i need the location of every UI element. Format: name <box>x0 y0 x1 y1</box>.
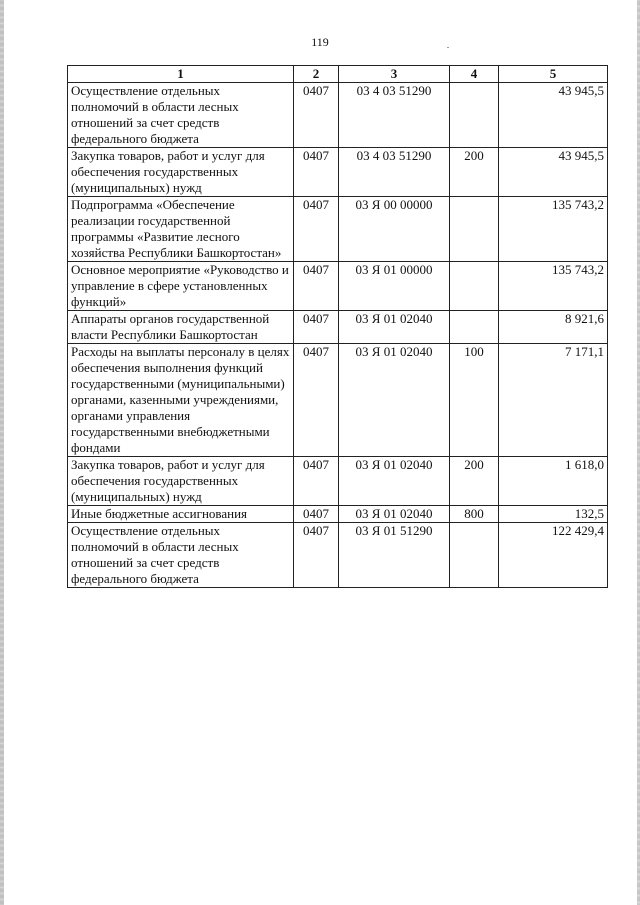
row-name: Закупка товаров, работ и услуг для обеспечения государственных (муниципальных) нужд <box>68 148 294 197</box>
row-type <box>450 523 499 588</box>
row-section: 0407 <box>294 506 339 523</box>
row-code: 03 Я 01 02040 <box>339 457 450 506</box>
table-row <box>68 197 608 262</box>
row-section: 0407 <box>294 197 339 262</box>
row-code: 03 Я 01 00000 <box>339 262 450 311</box>
header-col-5: 5 <box>499 66 608 83</box>
table-row <box>68 344 608 457</box>
row-amount: 8 921,6 <box>499 311 608 344</box>
row-type: 200 <box>450 457 499 506</box>
row-amount: 135 743,2 <box>499 262 608 311</box>
row-code: 03 Я 01 51290 <box>339 523 450 588</box>
row-section: 0407 <box>294 83 339 148</box>
row-name: Основное мероприятие «Руководство и управление в сфере установленных функций» <box>68 262 294 311</box>
row-amount: 132,5 <box>499 506 608 523</box>
row-name: Закупка товаров, работ и услуг для обеспечения государственных (муниципальных) нужд <box>68 457 294 506</box>
row-amount: 7 171,1 <box>499 344 608 457</box>
row-code: 03 Я 00 00000 <box>339 197 450 262</box>
table-row <box>68 311 608 344</box>
row-amount: 135 743,2 <box>499 197 608 262</box>
row-type: 100 <box>450 344 499 457</box>
row-name: Осуществление отдельных полномочий в области лесных отношений за счет средств федерального бюджета <box>68 83 294 148</box>
table-row <box>68 148 608 197</box>
scan-edge-left <box>0 0 4 905</box>
row-type: 800 <box>450 506 499 523</box>
row-type <box>450 83 499 148</box>
row-code: 03 Я 01 02040 <box>339 311 450 344</box>
row-amount: 43 945,5 <box>499 83 608 148</box>
page-number: 119 <box>311 35 329 49</box>
header-col-1: 1 <box>68 66 294 83</box>
row-section: 0407 <box>294 262 339 311</box>
row-name: Аппараты органов государственной власти Республики Башкортостан <box>68 311 294 344</box>
row-amount: 43 945,5 <box>499 148 608 197</box>
table-row <box>68 262 608 311</box>
row-amount: 122 429,4 <box>499 523 608 588</box>
row-section: 0407 <box>294 148 339 197</box>
row-type <box>450 262 499 311</box>
row-section: 0407 <box>294 457 339 506</box>
row-section: 0407 <box>294 311 339 344</box>
row-type <box>450 197 499 262</box>
row-section: 0407 <box>294 344 339 457</box>
row-code: 03 Я 01 02040 <box>339 344 450 457</box>
row-amount: 1 618,0 <box>499 457 608 506</box>
table-header-row <box>68 66 608 83</box>
row-name: Расходы на выплаты персоналу в целях обеспечения выполнения функций государственными (муниципальными) органами, казенными учреждениями, органами управления государственными внебюджетными фондами <box>68 344 294 457</box>
row-code: 03 Я 01 02040 <box>339 506 450 523</box>
row-code: 03 4 03 51290 <box>339 83 450 148</box>
row-name: Осуществление отдельных полномочий в области лесных отношений за счет средств федерального бюджета <box>68 523 294 588</box>
table-row <box>68 83 608 148</box>
budget-table <box>67 65 608 588</box>
row-code: 03 4 03 51290 <box>339 148 450 197</box>
row-section: 0407 <box>294 523 339 588</box>
header-col-3: 3 <box>339 66 450 83</box>
row-name: Иные бюджетные ассигнования <box>68 506 294 523</box>
header-col-2: 2 <box>294 66 339 83</box>
row-type: 200 <box>450 148 499 197</box>
table-row <box>68 523 608 588</box>
header-col-4: 4 <box>450 66 499 83</box>
row-name: Подпрограмма «Обеспечение реализации государственной программы «Развитие лесного хозяйства Республики Башкортостан» <box>68 197 294 262</box>
row-type <box>450 311 499 344</box>
table-row <box>68 506 608 523</box>
table-row <box>68 457 608 506</box>
